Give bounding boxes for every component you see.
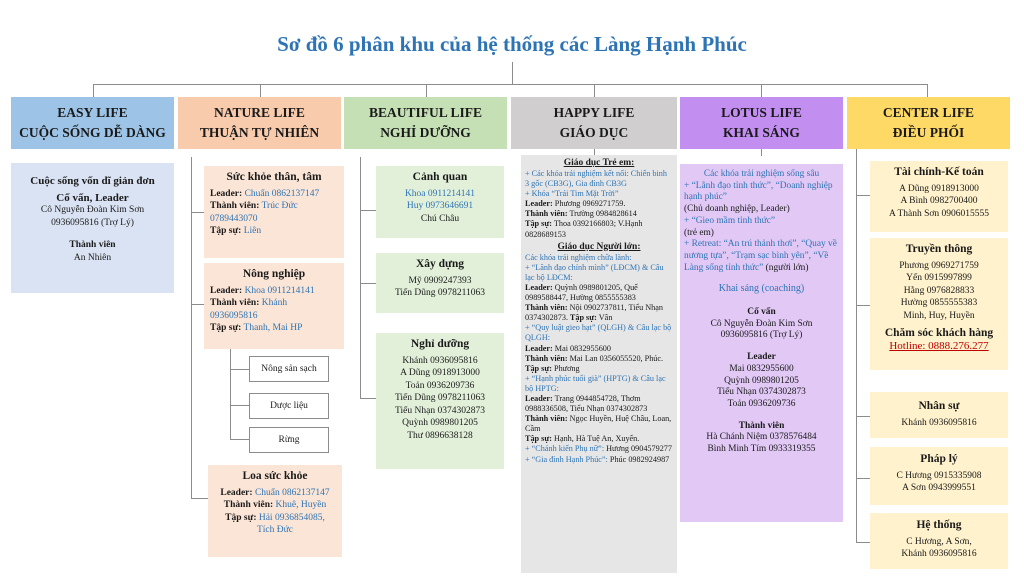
- happy-kids-l1: + Các khóa trải nghiệm kết nối: Chiến binh 3 gốc (CB3G), Gia đình CB3G: [525, 169, 667, 189]
- center-finance-l3: A Thành Sơn 0906015555: [888, 208, 990, 219]
- beautiful-landscape-l2: Huy 0973646691: [406, 201, 474, 211]
- lotus-member-2: Bình Minh Tím 0933319355: [707, 444, 816, 455]
- happy-family-contact: Phúc 0982924987: [607, 454, 670, 464]
- center-legal-l2: A Sơn 0943999551: [902, 483, 976, 493]
- lotus-coaching: Khai sáng (coaching): [718, 283, 805, 295]
- nature-speaker-leader-label: Leader:: [220, 487, 253, 498]
- lotus-l3: (Chủ doanh nghiệp, Leader): [684, 204, 790, 215]
- center-care-title: Chăm sóc khách hàng: [884, 327, 994, 339]
- nature-agri-trainee: Thanh, Mai HP: [241, 323, 303, 333]
- happy-kids-leader: Phương 0969271759.: [552, 199, 626, 209]
- nature-health-trainee-label: Tập sự:: [210, 226, 242, 236]
- nature-speaker-member-label: Thành viên:: [223, 500, 274, 510]
- nature-health-member: Trúc Đức: [259, 201, 298, 211]
- happy-lccm-member-label: Thành viên:: [525, 303, 568, 313]
- happy-hptg-member: Ngọc Huyền, Huệ Châu, Loan, Cầm: [525, 414, 672, 434]
- happy-life-subtitle: GIÁO DỤC: [559, 125, 629, 140]
- nature-health-title: Sức khỏe thân, tâm: [226, 171, 322, 183]
- happy-hptg-leader: Trang 0944854728, Thơm 0988336508, Tiểu Nhạn 0374302873: [525, 393, 648, 414]
- happy-lccm-trainee-label: Tập sự:: [567, 313, 597, 323]
- center-life-title: CENTER LIFE: [882, 105, 975, 120]
- center-legal-box: [870, 447, 1008, 505]
- happy-qlgh-member-label: Thành viên:: [525, 353, 568, 363]
- nature-agri-member-phone: 0936095816: [210, 310, 258, 321]
- nature-health-leader-label: Leader:: [210, 188, 243, 199]
- lotus-life-body: [680, 164, 843, 522]
- lotus-l5: (trẻ em): [684, 227, 714, 238]
- happy-lccm-trainee: Vân: [596, 313, 613, 323]
- lotus-advisor-phone: 0936095816 (Trợ Lý): [720, 330, 803, 341]
- nature-health-leader: Chuẩn 0862137147: [242, 188, 320, 199]
- nature-health-box: [204, 166, 344, 258]
- beautiful-resort-l5: Tiểu Nhạn 0374302873: [395, 405, 485, 416]
- happy-hptg-heading: + “Hạnh phúc tuổi già” (HPTG) & Câu lạc bộ HPTG:: [525, 373, 666, 393]
- center-hr-l1: Khánh 0936095816: [901, 417, 977, 428]
- beautiful-resort-l4: Tiến Dũng 0978211063: [394, 393, 486, 403]
- happy-life-body: [521, 155, 677, 573]
- happy-family-course: + “Gia đình Hạnh Phúc”:: [525, 454, 608, 464]
- lotus-leader-1: Mai 0832955600: [729, 363, 794, 374]
- center-system-l1: C Hương, A Sơn,: [906, 536, 972, 547]
- center-finance-l1: A Dũng 0918913000: [899, 183, 979, 194]
- happy-kids-trainee: Thoa 0392166803; V.Hạnh 0828689153: [525, 219, 643, 239]
- center-finance-title: Tài chính-Kế toán: [894, 166, 984, 178]
- center-hotline[interactable]: Hotline: 0888.276.277: [889, 339, 989, 352]
- lotus-leader-label: Leader: [747, 352, 776, 363]
- happy-kids-member: Trường 0984828614: [567, 209, 637, 219]
- easy-life-body: [11, 163, 174, 293]
- nature-life-title: NATURE LIFE: [214, 105, 305, 120]
- happy-adults-l1: Các khóa trải nghiệm chữa lành:: [525, 252, 632, 262]
- diagram-title: Sơ đồ 6 phân khu của hệ thống các Làng Hạnh Phúc: [277, 32, 747, 56]
- nature-life-header: [178, 97, 341, 149]
- nature-agri-title: Nông nghiệp: [242, 268, 306, 280]
- beautiful-construction-l1: Mỹ 0909247393: [408, 275, 472, 286]
- beautiful-life-title: BEAUTIFUL LIFE: [369, 105, 482, 120]
- nature-speaker-trainee-2: Tích Đức: [256, 525, 293, 535]
- lotus-leader-4: Toản 0936209736: [727, 398, 796, 409]
- center-life-subtitle: ĐIỀU PHỐI: [892, 125, 965, 140]
- center-system-l2: Khánh 0936095816: [901, 549, 977, 559]
- center-media-l3: Hằng 0976828833: [903, 285, 975, 296]
- center-media-title: Truyền thông: [905, 243, 973, 255]
- beautiful-landscape-box: [376, 166, 504, 238]
- happy-adults-l2: + “Lãnh đạo chính mình” (LĐCM) & Câu lạc bộ LĐCM:: [525, 262, 664, 282]
- nature-sub-herbs: Dược liệu: [249, 393, 329, 419]
- happy-kids-leader-label: Leader:: [525, 199, 553, 209]
- lotus-leader-2: Quỳnh 0989801205: [724, 375, 799, 386]
- lotus-advisor-label: Cố vấn: [747, 307, 776, 318]
- nature-agri-member: Khánh: [259, 298, 288, 308]
- happy-qlgh-trainee-label: Tập sự:: [525, 363, 552, 373]
- happy-kids-heading: Giáo dục Trẻ em:: [563, 158, 635, 168]
- nature-agri-leader-label: Leader:: [210, 285, 243, 296]
- beautiful-resort-l3: Toản 0936209736: [405, 380, 475, 391]
- easy-life-motto: Cuộc sống vốn dĩ giản đơn: [30, 175, 155, 187]
- happy-qlgh-trainee: Phương: [551, 363, 580, 373]
- center-media-l2: Yến 0915997899: [906, 273, 972, 283]
- lotus-l1: Các khóa trải nghiệm sống sâu: [703, 169, 820, 179]
- center-hr-box: [870, 392, 1008, 438]
- easy-life-header: [11, 97, 174, 149]
- beautiful-landscape-l3: Chú Châu: [420, 213, 460, 224]
- happy-kids-l2: + Khóa “Trái Tim Mặt Trời”: [525, 189, 619, 199]
- beautiful-resort-title: Nghỉ dưỡng: [410, 338, 470, 350]
- nature-health-member-phone: 0789443070: [210, 213, 258, 224]
- lotus-leader-3: Tiểu Nhạn 0374302873: [717, 387, 806, 398]
- nature-agri-leader: Khoa 0911214141: [242, 285, 315, 296]
- happy-hptg-leader-label: Leader:: [525, 393, 553, 403]
- nature-speaker-member: Khuê, Huyền: [273, 500, 327, 510]
- center-media-box: [870, 238, 1008, 370]
- nature-speaker-trainee-label: Tập sự:: [225, 512, 257, 523]
- nature-agri-box: [204, 263, 344, 349]
- lotus-life-subtitle: KHAI SÁNG: [723, 125, 800, 140]
- happy-qlgh-leader-label: Leader:: [525, 343, 553, 353]
- nature-life-subtitle: THUẬN TỰ NHIÊN: [199, 125, 320, 140]
- center-legal-l1: C Hương 0915335908: [896, 470, 982, 481]
- happy-adults-heading: Giáo dục Người lớn:: [557, 241, 641, 252]
- happy-qlgh-member: Mai Lan 0356055520, Phúc.: [567, 353, 664, 363]
- happy-hptg-member-label: Thành viên:: [525, 414, 568, 424]
- easy-life-subtitle: CUỘC SỐNG DỄ DÀNG: [19, 125, 166, 140]
- nature-sub-forest: Rừng: [249, 427, 329, 453]
- lotus-life-header: [680, 97, 843, 149]
- beautiful-life-header: [344, 97, 507, 149]
- center-life-header: [847, 97, 1010, 149]
- beautiful-resort-l7: Thư 0896638128: [407, 430, 473, 441]
- happy-life-header: [511, 97, 677, 149]
- center-media-l5: Minh, Huy, Huyền: [903, 310, 975, 321]
- happy-hptg-trainee-label: Tập sự:: [525, 434, 552, 444]
- happy-lccm-member: Nội 0902737811, Tiểu Nhạn 0374302873.: [525, 303, 663, 323]
- center-media-l1: Phương 0969271759: [899, 260, 979, 271]
- happy-kids-member-label: Thành viên:: [525, 209, 568, 219]
- beautiful-construction-title: Xây dựng: [415, 258, 465, 270]
- lotus-l4: + “Gieo mầm tỉnh thức”: [684, 215, 776, 226]
- nature-agri-member-label: Thành viên:: [210, 298, 260, 308]
- happy-women-course: + “Chánh kiến Phụ nữ”:: [525, 444, 605, 454]
- center-finance-l2: A Bình 0982700400: [900, 196, 978, 206]
- happy-qlgh-leader: Mai 0832955600: [552, 343, 611, 353]
- happy-hptg-trainee: Hạnh, Hà Tuệ An, Xuyến.: [551, 434, 640, 444]
- nature-speaker-leader: Chuẩn 0862137147: [252, 487, 330, 498]
- lotus-member-label: Thành viên: [738, 420, 785, 431]
- center-media-l4: Hường 0855555383: [900, 298, 978, 308]
- nature-speaker-title: Loa sức khỏe: [242, 470, 308, 482]
- easy-life-advisor-name: Cô Nguyễn Đoàn Kim Sơn: [40, 205, 145, 215]
- happy-women-contact: Hương 0904579277: [604, 444, 672, 454]
- center-hr-title: Nhân sự: [918, 400, 960, 412]
- lotus-l6b: (người lớn): [763, 262, 809, 273]
- center-system-title: Hệ thống: [916, 519, 962, 531]
- beautiful-landscape-l1: Khoa 0911214141: [404, 188, 476, 199]
- nature-agri-trainee-label: Tập sự:: [210, 323, 242, 333]
- easy-life-member-name: An Nhiên: [73, 252, 112, 263]
- beautiful-construction-box: [376, 253, 504, 313]
- beautiful-resort-l2: A Dũng 0918913000: [400, 368, 480, 378]
- beautiful-resort-l1: Khánh 0936095816: [402, 355, 478, 366]
- beautiful-construction-l2: Tiến Dũng 0978211063: [394, 288, 486, 298]
- center-finance-box: [870, 161, 1008, 232]
- easy-life-role-member: Thành viên: [69, 240, 116, 250]
- happy-lccm-leader-label: Leader:: [525, 282, 553, 292]
- easy-life-title: EASY LIFE: [57, 105, 128, 120]
- easy-life-advisor-phone: 0936095816 (Trợ Lý): [51, 217, 134, 228]
- center-legal-title: Pháp lý: [920, 453, 958, 465]
- happy-kids-trainee-label: Tập sự:: [525, 219, 552, 229]
- lotus-l6: + Retreat: “An trú thảnh thơi”, “Quay về nương tựa”, “Trạm sạc bình yên”, “Về Làng sống tỉnh thức”: [684, 239, 837, 273]
- beautiful-resort-l6: Quỳnh 0989801205: [402, 418, 478, 428]
- center-system-box: [870, 513, 1008, 569]
- lotus-l2: + “Lãnh đạo tỉnh thức”, “Doanh nghiệp hạnh phúc”: [684, 180, 833, 203]
- happy-lccm-leader: Quỳnh 0989801205, Quế 0989588447, Hường 0855555383: [525, 282, 638, 303]
- nature-health-trainee: Liên: [241, 226, 262, 236]
- happy-qlgh-heading: + “Quy luật gieo hạt” (QLGH) & Câu lạc bộ QLGH:: [525, 323, 672, 343]
- nature-sub-clean-produce: Nông sản sạch: [249, 356, 329, 382]
- beautiful-resort-box: [376, 333, 504, 469]
- nature-speaker-box: [208, 465, 342, 557]
- nature-speaker-trainee: Hải 0936854085,: [256, 512, 325, 523]
- easy-life-role-advisor: Cố vấn, Leader: [56, 191, 129, 204]
- happy-life-title: HAPPY LIFE: [553, 105, 635, 120]
- lotus-life-title: LOTUS LIFE: [721, 105, 802, 120]
- beautiful-life-subtitle: NGHỈ DƯỠNG: [380, 125, 471, 140]
- lotus-advisor-name: Cô Nguyễn Đoàn Kim Sơn: [710, 318, 813, 329]
- lotus-member-1: Hà Chánh Niệm 0378576484: [706, 432, 817, 443]
- beautiful-landscape-title: Cảnh quan: [412, 171, 468, 183]
- nature-health-member-label: Thành viên:: [210, 201, 260, 211]
